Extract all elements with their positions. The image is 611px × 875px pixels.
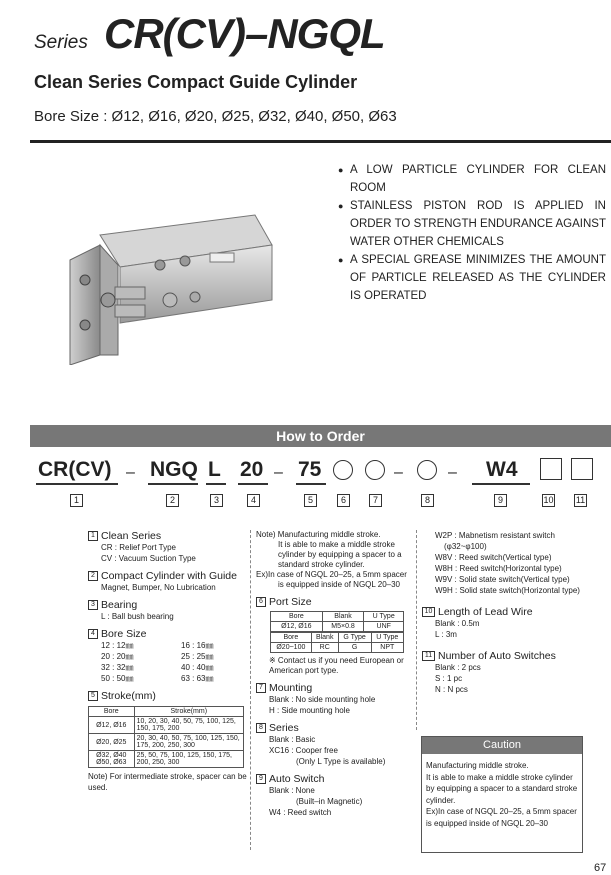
feature-list: [338, 161, 606, 305]
note-line: standard stroke cylinder.: [278, 560, 365, 569]
table-row: Ø20~100 RC G NPT: [271, 643, 404, 653]
option-line: L : Ball bush bearing: [101, 612, 174, 621]
series-word: Series: [34, 32, 88, 53]
caution-line: Ex)In case of NGQL 20–25, a 5mm spacer is equipped inside of NGQL 20–30: [426, 807, 577, 828]
note-line: is equipped inside of NGQL 20–30: [278, 580, 401, 589]
title-rule: [30, 140, 611, 143]
column-divider: [416, 530, 417, 730]
table-header: Stroke(mm): [134, 707, 243, 717]
ref-number: 3: [210, 494, 223, 507]
table-row: Ø20, Ø25 20, 30, 40, 50, 75, 100, 125, 150, 175, 200, 250, 300: [89, 734, 244, 751]
ref-number: 8: [256, 723, 266, 733]
code-bore: 20: [240, 458, 264, 481]
ref-number: 10: [543, 495, 554, 505]
stroke-table: [88, 706, 244, 768]
caution-box: [421, 736, 583, 853]
ref-number: 3: [88, 600, 98, 610]
switch-line: W9V : Solid state switch(Vertical type): [435, 575, 570, 584]
code-underline: [296, 483, 326, 485]
option-title: Port Size: [269, 596, 312, 608]
note-line: Note) Manufacturing middle stroke.: [256, 530, 381, 539]
ref-number: 11: [575, 495, 586, 505]
switch-line: W2P : Mabnetism resistant switch: [435, 531, 555, 540]
cylinder-photo: [60, 205, 280, 365]
ref-number: 7: [256, 683, 266, 693]
code-dash: –: [448, 464, 457, 481]
feature-item: ● A SPECIAL GREASE MINIMIZES THE AMOUNT OF PARTICLE RELEASED AS THE CYLINDER IS OPERATED: [338, 251, 606, 305]
option-line: 63 : 63㎜: [181, 674, 214, 683]
option-line: (Built–in Magnetic): [296, 797, 363, 806]
ref-number: 5: [88, 691, 98, 701]
option-line: CR : Relief Port Type: [101, 543, 176, 552]
port-note: ※ Contact us if you need European or American port type.: [269, 656, 404, 675]
option-line: 40 : 40㎜: [181, 663, 214, 672]
switch-line: W9H : Solid state switch(Horizontal type): [435, 586, 580, 595]
option-line: S : 1 pc: [435, 674, 463, 683]
options-column-3: [422, 530, 607, 695]
table-row: Ø12, Ø16 M5×0.8 UNF: [271, 622, 404, 632]
option-line: N : N pcs: [435, 685, 468, 694]
option-title: Bore Size: [101, 628, 147, 640]
option-line: Magnet, Bumper, No Lubrication: [101, 583, 216, 592]
bore-size-line: Bore Size : Ø12, Ø16, Ø20, Ø25, Ø32, Ø40, Ø50, Ø63: [34, 108, 397, 125]
option-line: 16 : 16㎜: [181, 641, 214, 650]
code-series: CR(CV): [38, 458, 112, 481]
code-qty-box: [571, 458, 593, 480]
code-dash: –: [274, 464, 283, 481]
option-line: 25 : 25㎜: [181, 652, 214, 661]
code-switch: W4: [486, 458, 518, 481]
ref-number: 1: [70, 494, 83, 507]
code-underline: [238, 483, 268, 485]
code-bearing: L: [208, 458, 221, 481]
options-column-2: [256, 530, 416, 818]
how-to-order-bar: How to Order: [30, 425, 611, 447]
ref-number: 2: [88, 571, 98, 581]
switch-line: (φ32~φ100): [444, 542, 487, 551]
table-header: Bore: [89, 707, 135, 717]
option-line: 50 : 50㎜: [101, 674, 134, 683]
column-divider: [250, 530, 251, 850]
table-row: Ø32, Ø40 Ø50, Ø63 25, 50, 75, 100, 125, 150, 175, 200, 250, 300: [89, 751, 244, 768]
option-title: Bearing: [101, 599, 138, 611]
option-line: 32 : 32㎜: [101, 663, 134, 672]
table-row: Bore Blank G Type U Type: [271, 633, 404, 643]
option-line: Blank : 2 pcs: [435, 663, 481, 672]
code-underline: [472, 483, 530, 485]
option-title: Length of Lead Wire: [438, 606, 533, 618]
ref-number: 4: [247, 494, 260, 507]
series-name: CR(CV)–NGQL: [104, 10, 385, 57]
caution-line: It is able to make a middle stroke cylinder by equipping a spacer to a standard stroke cylinder.: [426, 772, 578, 805]
ref-number: 5: [304, 494, 317, 507]
option-title: Series: [269, 722, 299, 734]
caution-line: Manufacturing middle stroke.: [426, 761, 529, 770]
page-number: 67: [594, 862, 607, 874]
subtitle: Clean Series Compact Guide Cylinder: [34, 72, 358, 92]
option-title: Stroke(mm): [101, 690, 156, 702]
table-row: Ø12, Ø16 10, 20, 30, 40, 50, 75, 100, 125, 150, 175, 200: [89, 717, 244, 734]
option-line: W4 : Reed switch: [269, 808, 332, 817]
code-ngq: NGQ: [150, 458, 198, 481]
bore-size-grid: [88, 640, 248, 684]
note-line: Ex)In case of NGQL 20–25, a 5mm spacer: [256, 570, 407, 579]
ref-number: 9: [494, 494, 507, 507]
ref-number: 6: [337, 494, 350, 507]
ref-number: 7: [369, 494, 382, 507]
option-line: 12 : 12㎜: [101, 641, 134, 650]
caution-title: Caution: [422, 737, 582, 754]
table-row: Bore Blank U Type: [271, 612, 404, 622]
option-line: Blank : 0.5m: [435, 619, 480, 628]
stroke-note: Note) For intermediate stroke, spacer can be used.: [88, 772, 247, 792]
option-line: Blank : Basic: [269, 735, 316, 744]
option-line: L : 3m: [435, 630, 457, 639]
ref-number: 4: [88, 629, 98, 639]
options-column-1: [88, 530, 248, 793]
code-lead-box: [540, 458, 562, 480]
option-line: Blank : No side mounting hole: [269, 695, 376, 704]
option-line: XC16 : Cooper free: [269, 746, 338, 755]
switch-line: W8V : Reed switch(Vertical type): [435, 553, 552, 562]
ref-number: 9: [256, 774, 266, 784]
port-table-2: [270, 632, 404, 653]
code-stroke: 75: [298, 458, 322, 481]
option-title: Mounting: [269, 682, 313, 694]
code-dash: –: [126, 464, 135, 481]
option-title: Clean Series: [101, 530, 162, 542]
option-line: (Only L Type is available): [296, 757, 386, 766]
ref-number: 1: [88, 531, 98, 541]
ref-number: 11: [422, 651, 435, 661]
note-line: cylinder by equipping a spacer to a: [278, 550, 402, 559]
code-underline: [148, 483, 198, 485]
ref-number: 10: [422, 607, 435, 617]
note-line: It is able to make a middle stroke: [278, 540, 395, 549]
code-port-circle: [333, 460, 353, 480]
switch-line: W8H : Reed switch(Horizontal type): [435, 564, 562, 573]
code-underline: [36, 483, 118, 485]
feature-item: ● A LOW PARTICLE CYLINDER FOR CLEAN ROOM: [338, 161, 606, 197]
option-title: Auto Switch: [269, 773, 325, 785]
ref-number: 6: [256, 597, 266, 607]
ref-number: 2: [166, 494, 179, 507]
code-underline: [206, 483, 226, 485]
option-line: 20 : 20㎜: [101, 652, 134, 661]
code-mount-circle: [365, 460, 385, 480]
port-table-1: [270, 611, 404, 632]
option-line: CV : Vacuum Suction Type: [101, 554, 196, 563]
ref-number: 8: [421, 494, 434, 507]
option-title: Compact Cylinder with Guide: [101, 570, 237, 582]
feature-item: ● STAINLESS PISTON ROD IS APPLIED IN ORDER TO STRENGTH ENDURANCE AGAINST WATER OTHER CHEMICALS: [338, 197, 606, 251]
option-line: H : Side mounting hole: [269, 706, 350, 715]
code-series-circle: [417, 460, 437, 480]
option-line: Blank : None: [269, 786, 315, 795]
code-dash: –: [394, 464, 403, 481]
option-title: Number of Auto Switches: [438, 650, 556, 662]
